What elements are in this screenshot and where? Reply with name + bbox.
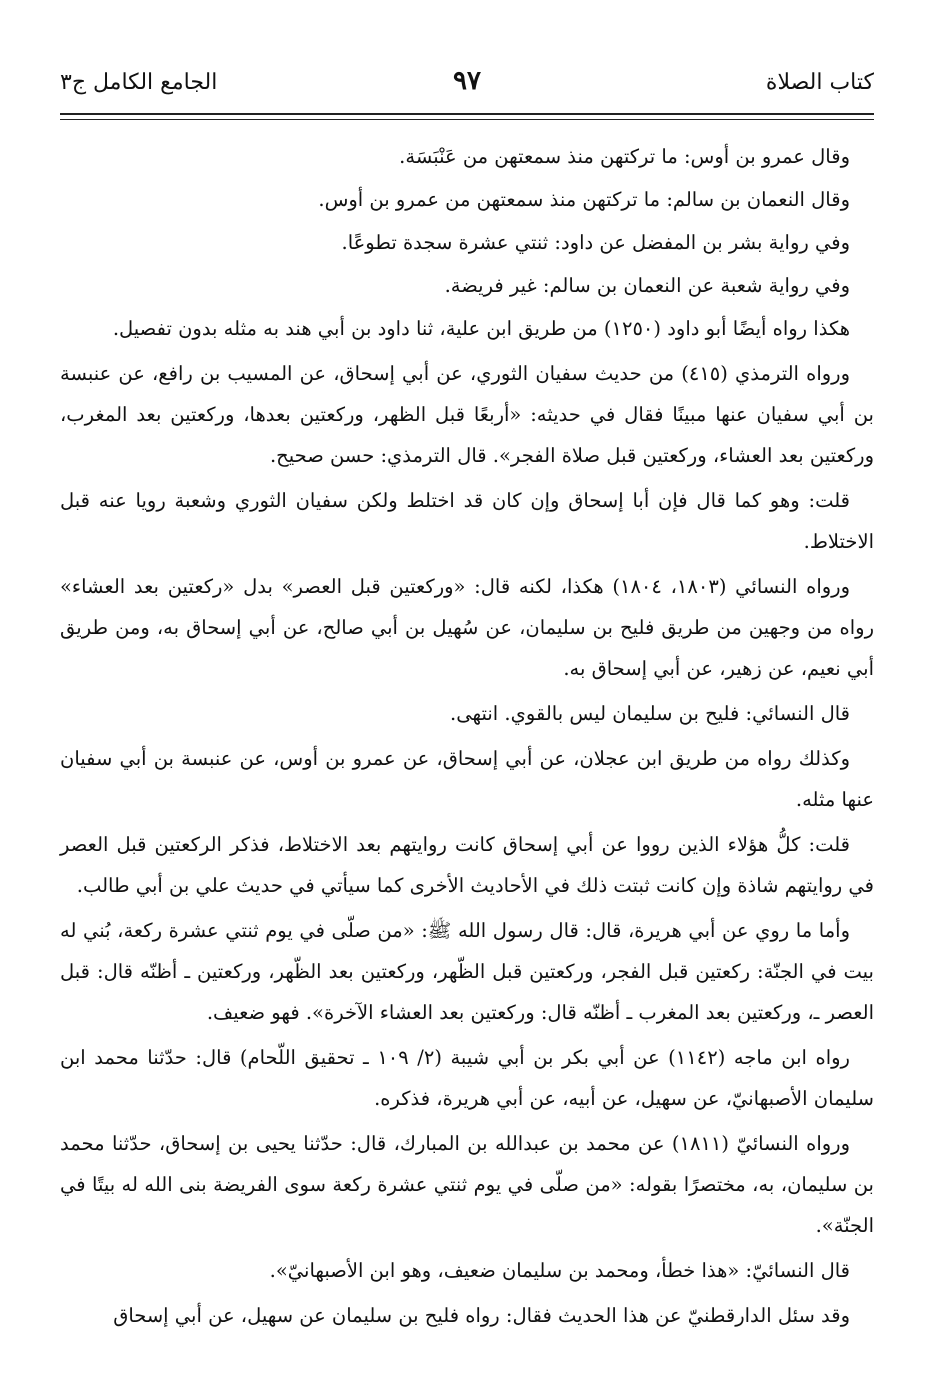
paragraph: هكذا رواه أيضًا أبو داود (١٢٥٠) من طريق ابن علية، ثنا داود بن أبي هند به مثله بدون تفصيل.: [112, 317, 850, 340]
paragraph: وفي رواية بشر بن المفضل عن داود: ثنتي عشرة سجدة تطوعًا.: [341, 231, 850, 254]
header-rule-thick: [60, 113, 874, 115]
paragraph: ورواه النسائي (١٨٠٣، ١٨٠٤) هكذا، لكنه قال: «وركعتين قبل العصر» بدل «ركعتين بعد العشاء» رواه من وجهين من طريق فليح بن سليمان، عن سُهيل بن أبي صالح، عن أبي إسحاق به، ومن طريق أبي نعيم، عن زهير، عن أبي إسحاق به.: [60, 575, 874, 680]
paragraph: ورواه الترمذي (٤١٥) من حديث سفيان الثوري، عن أبي إسحاق، عن المسيب بن رافع، عن عنبسة بن أبي سفيان عنها مبينًا فقال في حديثه: «أربعًا قبل الظهر، وركعتين بعدها، وركعتين بعد المغرب، وركعتين بعد العشاء، وركعتين قبل صلاة الفجر». قال الترمذي: حسن صحيح.: [60, 362, 874, 467]
page-number: ٩٧: [453, 66, 481, 96]
paragraph: وقال عمرو بن أوس: ما تركتهن منذ سمعتهن من عَنْبَسَة.: [399, 145, 850, 168]
paragraph: وقد سئل الدارقطنيّ عن هذا الحديث فقال: رواه فليح بن سليمان عن سهيل، عن أبي إسحاق: [113, 1304, 850, 1327]
paragraph: وكذلك رواه من طريق ابن عجلان، عن أبي إسحاق، عن عمرو بن أوس، عن عنبسة بن أبي سفيان عنها مثله.: [60, 747, 874, 811]
paragraph: وأما ما روي عن أبي هريرة، قال: قال رسول الله ﷺ: «من صلّى في يوم ثنتي عشرة ركعة، بُني له بيت في الجنّة: ركعتين قبل الفجر، وركعتين قبل الظّهر، وركعتين بعد الظّهر، وركعتين ـ أظنّه قال: قبل العصر ـ، وركعتين بعد المغرب ـ أظنّه قال: وركعتين بعد العشاء الآخرة». فهو ضعيف.: [60, 919, 874, 1024]
paragraph: رواه ابن ماجه (١١٤٢) عن أبي بكر بن أبي شيبة (٢/ ١٠٩ ـ تحقيق اللّحام) قال: حدّثنا محمد ابن سليمان الأصبهانيّ، عن سهيل، عن أبيه، عن أبي هريرة، فذكره.: [60, 1046, 874, 1110]
header-rule-thin: [60, 119, 874, 120]
paragraph: وقال النعمان بن سالم: ما تركتهن منذ سمعتهن من عمرو بن أوس.: [318, 188, 850, 211]
paragraph: قال النسائيّ: «هذا خطأ، ومحمد بن سليمان ضعيف، وهو ابن الأصبهانيّ».: [269, 1259, 850, 1282]
page-header: [60, 66, 874, 110]
book-title: كتاب الصلاة: [765, 70, 874, 95]
page-body: [60, 136, 874, 1340]
paragraph: قال النسائي: فليح بن سليمان ليس بالقوي. انتهى.: [450, 702, 850, 725]
volume-title: الجامع الكامل ج٣: [60, 70, 218, 95]
paragraph: قلت: وهو كما قال فإن أبا إسحاق وإن كان قد اختلط ولكن سفيان الثوري وشعبة رويا عنه قبل الاختلاط.: [60, 489, 874, 553]
paragraph: ورواه النسائيّ (١٨١١) عن محمد بن عبدالله بن المبارك، قال: حدّثنا يحيى بن إسحاق، حدّثنا محمد بن سليمان، به، مختصرًا بقوله: «من صلّى في يوم ثنتي عشرة ركعة سوى الفريضة بنى الله له بيتًا في الجنّة».: [60, 1132, 874, 1237]
paragraph: قلت: كلُّ هؤلاء الذين رووا عن أبي إسحاق كانت روايتهم بعد الاختلاط، فذكر الركعتين قبل العصر في روايتهم شاذة وإن كانت ثبتت ذلك في الأحاديث الأخرى كما سيأتي في حديث علي بن أبي طالب.: [60, 833, 874, 897]
paragraph: وفي رواية شعبة عن النعمان بن سالم: غير فريضة.: [444, 274, 850, 297]
